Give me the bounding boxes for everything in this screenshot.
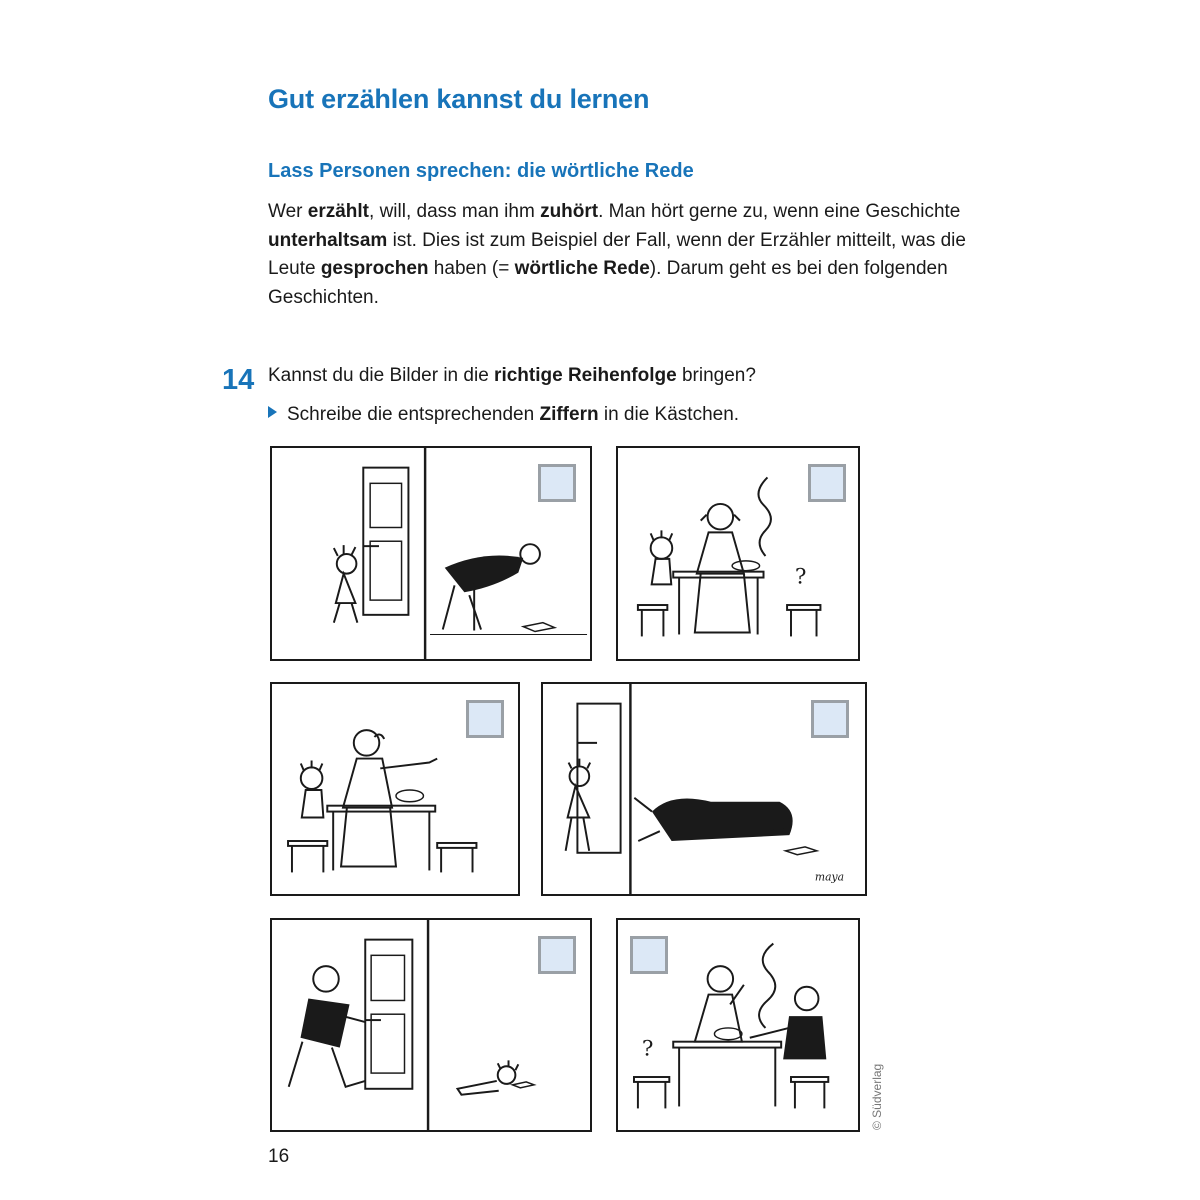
task-instruction: Schreibe die entsprechenden Ziffern in die Kästchen. — [268, 404, 739, 426]
page-number: 16 — [268, 1146, 290, 1167]
intro-paragraph: Wer erzählt, will, dass man ihm zuhört. Man hört gerne zu, wenn eine Geschichte unterhaltsam ist. Dies ist zum Beispiel der Fall, wenn der Erzähler mitteilt, was die Leute gesprochen haben (= wörtliche Rede). Darum geht es bei den folgenden Geschichten. — [268, 201, 966, 308]
svg-text:?: ? — [641, 1036, 654, 1062]
comic-panel-4 — [541, 682, 867, 896]
copyright-notice: © Südverlag — [870, 1063, 884, 1130]
section-subtitle: Lass Personen sprechen: die wörtliche Rede — [268, 160, 694, 182]
comic-panel-6 — [616, 918, 860, 1132]
comic-panel-1 — [270, 446, 592, 661]
triangle-bullet-icon — [268, 406, 277, 418]
artist-signature: maya — [814, 870, 845, 884]
comic-panel-2 — [616, 446, 860, 661]
comic-panel-5 — [270, 918, 592, 1132]
task-question: Kannst du die Bilder in die richtige Reihenfolge bringen? — [268, 365, 756, 386]
answer-box-3[interactable] — [466, 700, 504, 738]
answer-box-4[interactable] — [811, 700, 849, 738]
answer-box-2[interactable] — [808, 464, 846, 502]
comic-panel-3 — [270, 682, 520, 896]
page-title: Gut erzählen kannst du lernen — [268, 84, 650, 114]
task-number: 14 — [222, 364, 255, 396]
answer-box-1[interactable] — [538, 464, 576, 502]
answer-box-5[interactable] — [538, 936, 576, 974]
answer-box-6[interactable] — [630, 936, 668, 974]
svg-text:?: ? — [794, 564, 807, 590]
